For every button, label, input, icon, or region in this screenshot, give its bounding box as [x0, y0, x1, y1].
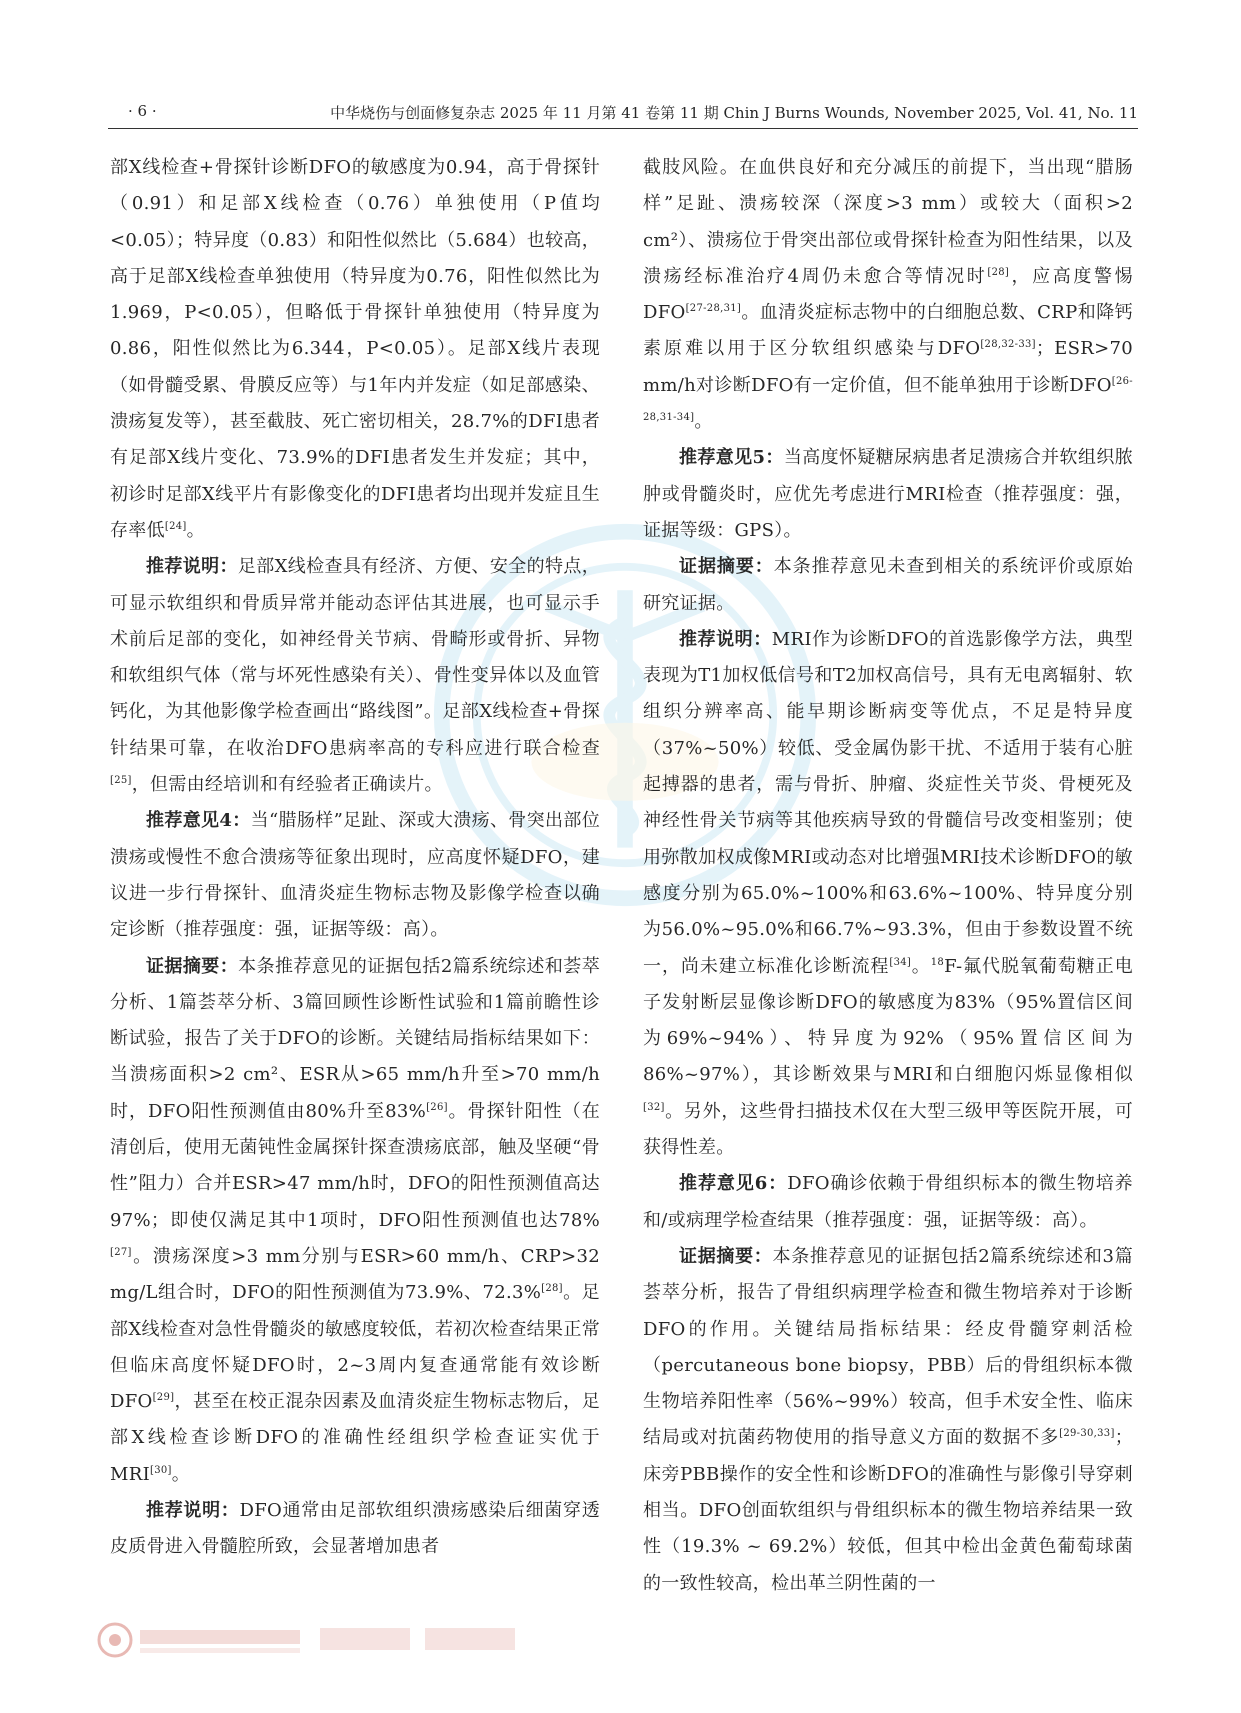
- paragraph-text: 。溃疡深度>3 mm分别与ESR>60 mm/h、CRP>32 mg/L组合时，DFO的阳性预测值为73.9%、72.3%: [110, 1245, 600, 1304]
- paragraph-text: 。: [694, 411, 713, 433]
- citation-ref: [26-28,31-34]: [643, 375, 1133, 424]
- paragraph-text: MRI作为诊断DFO的首选影像学方法，典型表现为T1加权低信号和T2加权高信号，具有无电离辐射、软组织分辨率高、能早期诊断病变等优点，不足是特异度（37%~50%）较低、受金属伪影干扰、不适用于装有心脏起搏器的患者，需与骨折、肿瘤、炎症性关节炎、骨梗死及神经性骨关节病等其他疾病导致的骨髓信号改变相鉴别；使用弥散加权成像MRI或动态对比增强MRI技术诊断DFO的敏感度分别为65.0%~100%和63.6%~100%、特异度分别为56.0%~95.0%和66.7%~93.3%，但由于参数设置不统一，尚未建立标准化诊断流程: [643, 628, 1133, 977]
- citation-ref: [30]: [150, 1464, 172, 1476]
- section-label: 推荐意见4：: [146, 810, 251, 832]
- paragraph: [110, 1493, 600, 1566]
- section-label: 推荐说明：: [679, 628, 772, 650]
- paragraph-text: 本条推荐意见未查到相关的系统评价或原始研究证据。: [643, 556, 1133, 614]
- paragraph: [110, 949, 600, 1493]
- section-label: 推荐意见6：: [679, 1173, 788, 1195]
- paragraph-text: 。另外，这些骨扫描技术仅在大型三级甲等医院开展，可获得性差。: [643, 1100, 1133, 1159]
- paragraph: [110, 803, 600, 948]
- paragraph-text: 本条推荐意见的证据包括2篇系统综述和荟萃分析、1篇荟萃分析、3篇回顾性诊断性试验和1篇前瞻性诊断试验，报告了关于DFO的诊断。关键结局指标结果如下：当溃疡面积>2 cm²、ESR从>65 mm/h升至>70 mm/h时，DFO阳性预测值由80%升至83%: [110, 955, 601, 1122]
- paragraph-text: F-氟代脱氧葡萄糖正电子发射断层显像诊断DFO的敏感度为83%（95%置信区间为69%~94%）、特异度为92%（95%置信区间为86%~97%），其诊断效果与MRI和白细胞闪烁显像相似: [643, 955, 1133, 1086]
- section-label: 推荐意见5：: [679, 447, 784, 469]
- paragraph-text: 足部X线检查具有经济、方便、安全的特点，可显示软组织和骨质异常并能动态评估其进展，也可显示手术前后足部的变化，如神经骨关节病、骨畸形或骨折、异物和软组织气体（常与坏死性感染有关）、骨性变异体以及血管钙化，为其他影像学检查画出“路线图”。足部X线检查+骨探针结果可靠，在收治DFO患病率高的专科应进行联合检查: [110, 556, 601, 759]
- section-label: 证据摘要：: [679, 1245, 773, 1267]
- citation-ref: [27-28,31]: [685, 303, 742, 315]
- publisher-logo-icon: [95, 1620, 545, 1660]
- citation-ref: [29]: [152, 1392, 175, 1404]
- running-header: [108, 98, 1138, 124]
- paragraph-text: 当高度怀疑糖尿病患者足溃疡合并软组织脓肿或骨髓炎时，应优先考虑进行MRI检查（推荐强度：强，证据等级：GPS）。: [643, 447, 1134, 541]
- paragraph-text: ；ESR>70 mm/h对诊断DFO有一定价值，但不能单独用于诊断DFO: [643, 338, 1133, 396]
- paragraph: [643, 1239, 1133, 1602]
- paragraph: [643, 150, 1133, 440]
- paragraph-text: DFO确诊依赖于骨组织标本的微生物培养和/或病理学检查结果（推荐强度：强，证据等级：高）。: [643, 1173, 1133, 1231]
- page-number: · 6 ·: [128, 102, 157, 120]
- citation-ref: [27]: [110, 1246, 132, 1258]
- paragraph-text: DFO通常由足部软组织溃疡感染后细菌穿透皮质骨进入骨髓腔所致，会显著增加患者: [110, 1499, 601, 1558]
- paragraph-text: 部X线检查+骨探针诊断DFO的敏感度为0.94，高于骨探针（0.91）和足部X线检查（0.76）单独使用（P值均<0.05）；特异度（0.83）和阳性似然比（5.684）也较高，高于足部X线检查单独使用（特异度为0.76，阳性似然比为1.969，P<0.05），但略低于骨探针单独使用（特异度为0.86，阳性似然比为6.344，P<0.05）。足部X线片表现（如骨髓受累、骨膜反应等）与1年内并发症（如足部感染、溃疡复发等），甚至截肢、死亡密切相关，28.7%的DFI患者有足部X线片变化、73.9%的DFI患者发生并发症；其中，初诊时足部X线平片有影像变化的DFI患者均出现并发症且生存率低: [110, 157, 600, 541]
- citation-ref: [29-30,33]: [1059, 1428, 1115, 1440]
- paragraph-text: ；床旁PBB操作的安全性和诊断DFO的准确性与影像引导穿刺相当。DFO创面软组织与骨组织标本的微生物培养结果一致性（19.3% ~ 69.2%）较低，但其中检出金黄色葡萄球菌的一致性较高，检出革兰阴性菌的一: [643, 1427, 1133, 1594]
- paragraph-text: 。血清炎症标志物中的白细胞总数、CRP和降钙素原难以用于区分软组织感染与DFO: [643, 302, 1133, 360]
- paragraph-text: 。: [911, 955, 931, 977]
- paragraph-text: 本条推荐意见的证据包括2篇系统综述和3篇荟萃分析，报告了骨组织病理学检查和微生物培养对于诊断DFO的作用。关键结局指标结果：经皮骨髓穿刺活检（percutaneous bone biopsy，PBB）后的骨组织标本微生物培养阳性率（56%~99%）较高，但手术安全性、临床结局或对抗菌药物使用的指导意义方面的数据不多: [643, 1245, 1133, 1449]
- paragraph-text: 。: [186, 519, 205, 541]
- paragraph-text: 。骨探针阳性（在清创后，使用无菌钝性金属探针探查溃疡底部，触及坚硬“骨性”阻力）合并ESR>47 mm/h时，DFO的阳性预测值高达97%；即使仅满足其中1项时，DFO阳性预测值也达78%: [110, 1100, 600, 1231]
- section-label: 推荐说明：: [146, 1499, 240, 1521]
- paragraph: [643, 622, 1133, 1166]
- citation-ref: [26]: [426, 1101, 448, 1113]
- paragraph-text: 当“腊肠样”足趾、深或大溃疡、骨突出部位溃疡或慢性不愈合溃疡等征象出现时，应高度怀疑DFO，建议进一步行骨探针、血清炎症生物标志物及影像学检查以确定诊断（推荐强度：强，证据等级：高）。: [110, 810, 601, 941]
- section-label: 推荐说明：: [146, 556, 238, 578]
- paragraph: [110, 150, 600, 549]
- section-label: 证据摘要：: [679, 556, 774, 578]
- paragraph-text: 截肢风险。在血供良好和充分减压的前提下，当出现“腊肠样”足趾、溃疡较深（深度>3 mm）或较大（面积>2 cm²）、溃疡位于骨突出部位或骨探针检查为阳性结果，以及溃疡经标准治疗4周仍未愈合等情况时: [643, 157, 1133, 287]
- citation-ref: [28]: [987, 266, 1010, 278]
- citation-ref: [28,32-33]: [980, 339, 1036, 351]
- header-rule: [108, 128, 1138, 129]
- isotope-superscript: 18: [930, 956, 945, 968]
- paragraph-text: ，应高度警惕DFO: [643, 265, 1133, 324]
- paragraph-text: 。: [171, 1463, 191, 1485]
- paragraph-text: 。足部X线检查对急性骨髓炎的敏感度较低，若初次检查结果正常但临床高度怀疑DFO时，2~3周内复查通常能有效诊断DFO: [110, 1282, 600, 1413]
- citation-ref: [25]: [110, 775, 132, 787]
- citation-ref: [28]: [541, 1283, 563, 1295]
- paragraph: [643, 440, 1133, 549]
- paragraph: [643, 1166, 1133, 1239]
- right-column: [643, 150, 1133, 1602]
- paragraph: [643, 549, 1133, 622]
- left-column: [110, 150, 600, 1566]
- paragraph: [110, 549, 600, 803]
- paragraph-text: ，但需由经培训和有经验者正确读片。: [131, 774, 443, 796]
- journal-citation: 中华烧伤与创面修复杂志 2025 年 11 月第 41 卷第 11 期 Chin J Burns Wounds, November 2025, Vol. 41, No. 11: [330, 104, 1138, 122]
- citation-ref: [34]: [889, 956, 912, 968]
- citation-ref: [24]: [164, 520, 187, 532]
- citation-ref: [32]: [643, 1101, 665, 1113]
- paragraph-text: ，甚至在校正混杂因素及血清炎症生物标志物后，足部X线检查诊断DFO的准确性经组织学检查证实优于MRI: [110, 1391, 600, 1485]
- section-label: 证据摘要：: [146, 955, 239, 977]
